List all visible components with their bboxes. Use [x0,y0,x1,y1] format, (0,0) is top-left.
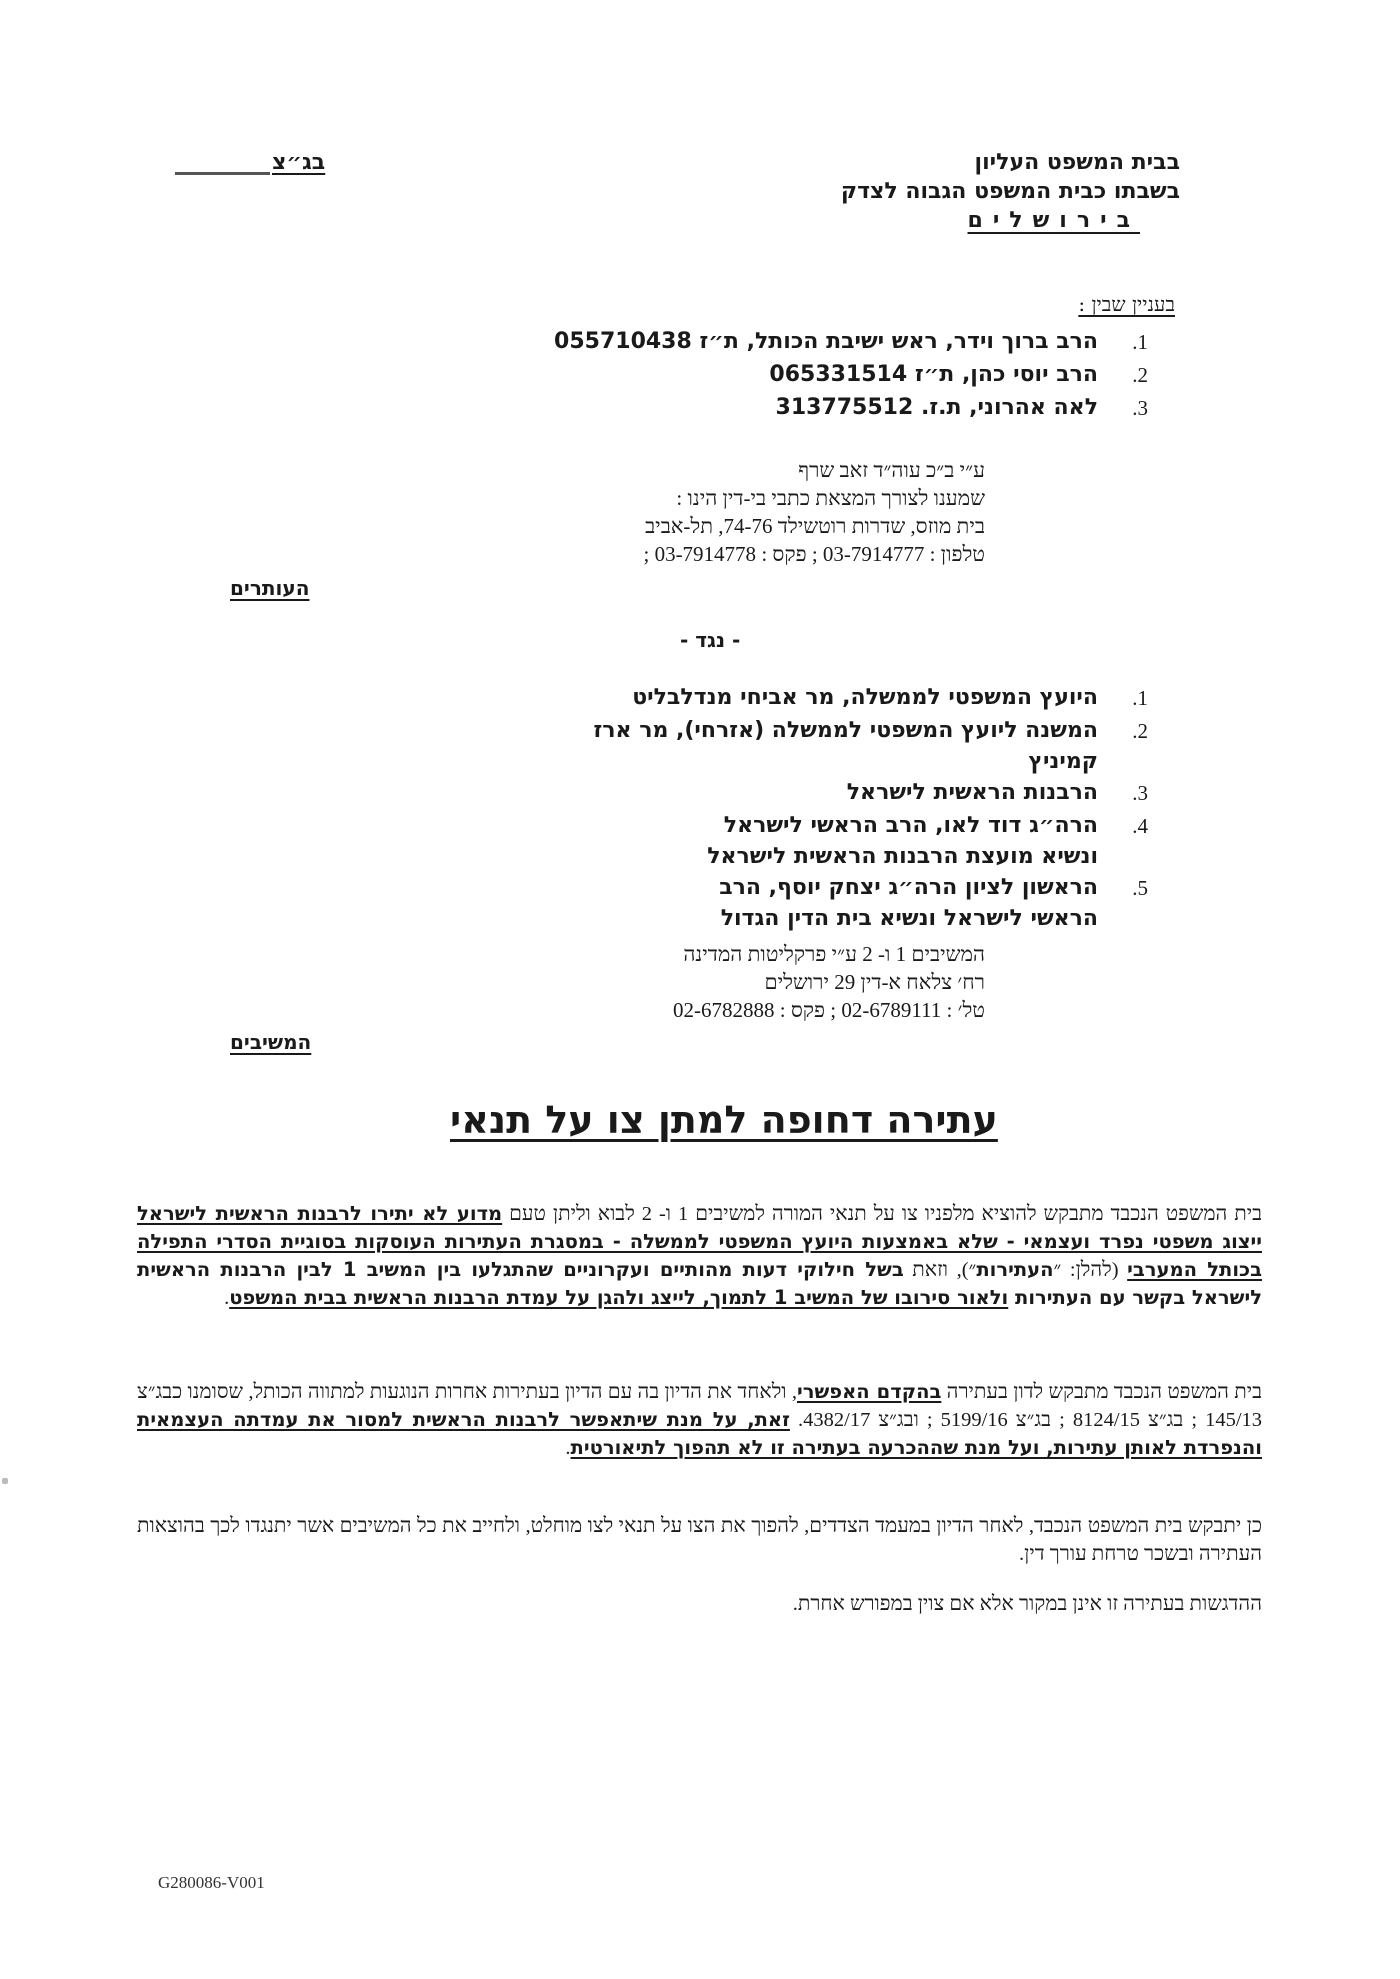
respondent-name: היועץ המשפטי לממשלה, מר אביחי מנדלבליט [632,685,1098,710]
matter-label: בעניין שבין : [1078,292,1175,316]
case-number-field [175,150,325,175]
respondents-list [538,682,1148,934]
p2-emphasis: בהקדם האפשרי [797,1380,942,1403]
item-number: 3. [1132,781,1148,805]
list-item [554,326,1148,359]
p1-emphasis: מדוע לא יתירו לרבנות הראשית לישראל ייצוג משפטי נפרד ועצמאי - שלא באמצעות היועץ המשפטי לממשלה - במסגרת העתירות העוסקות בסוגיית הסדרי התפילה בכותל המערבי [137,1202,1262,1281]
versus-label: - נגד - [680,628,741,652]
list-item [538,682,1148,715]
p2-text: בית המשפט הנכבד מתבקש לדון בעתירה [941,1381,1262,1403]
item-number: 2. [1132,363,1148,387]
counsel-line: ע״י ב״כ עוה״ד זאב שרף [798,458,985,482]
document-title: עתירה דחופה למתן צו על תנאי [450,1098,998,1142]
p1-text: ״), וזאת [903,1259,977,1281]
list-item [538,872,1148,934]
list-item [554,392,1148,425]
respondent-name: הרבנות הראשית לישראל [846,780,1098,805]
p2-emphasis: זאת, על מנת שיתאפשר לרבנות הראשית למסור את עמדתה העצמאית והנפרדת לאותן עתירות, ועל מנת שההכרעה בעתירה זו לא תהפוך לתיאורטית [137,1408,1262,1459]
item-number: 3. [1132,396,1148,420]
respondent-name: הרה״ג דוד לאו, הרב הראשי לישראל ונשיא מועצת הרבנות הראשית לישראל [707,813,1098,869]
court-city: בירושלים [967,208,1140,233]
item-number: 1. [1132,686,1148,710]
list-item [538,810,1148,872]
p1-text: בית המשפט הנכבד מתבקש להוציא מלפניו צו על תנאי המורה למשיבים 1 ו- 2 לבוא וליתן טעם [502,1203,1263,1225]
document-code: G280086-V001 [158,1873,265,1892]
respondents-counsel [673,940,985,1024]
court-line-2: בשבתו כבית המשפט הגבוה לצדק [840,179,1180,204]
list-item [554,359,1148,392]
item-number: 2. [1132,719,1148,743]
petitioner-name: לאה אהרוני, ת.ז. 313775512 [775,395,1098,420]
respondent-name: המשנה ליועץ המשפטי לממשלה (אזרחי), מר ארז קמיניץ [593,718,1098,774]
court-header [841,148,1180,235]
counsel-line: רח׳ צלאח א-דין 29 ירושלים [764,970,985,994]
p1-defined-term: העתירות [976,1258,1054,1281]
respondent-name: הראשון לציון הרה״ג יצחק יוסף, הרב הראשי לישראל ונשיא בית הדין הגדול [719,875,1098,931]
p2-text: . [565,1437,571,1459]
p2-text: , ולאחד את הדיון בה עם הדיון בעתירות אחרות הנוגעות למתווה הכותל, שסומנו כבג״צ 145/13 ; בג״צ 8124/15 ; בג״צ 5199/16 ; ובג״צ 4382/17. [137,1381,1263,1431]
counsel-line: טלפון : 03-7914777 ; פקס : 03-7914778 ; [643,542,985,566]
p1-text: . [224,1287,230,1309]
item-number: 1. [1132,330,1148,354]
list-item [538,777,1148,810]
petitioner-name: הרב יוסי כהן, ת״ז 065331514 [769,362,1098,387]
counsel-line: שמענו לצורך המצאת כתבי בי-דין הינו : [676,486,985,510]
counsel-line: טל׳ : 02-6789111 ; פקס : 02-6782888 [673,998,985,1022]
item-number: 4. [1132,814,1148,838]
counsel-line: המשיבים 1 ו- 2 ע״י פרקליטות המדינה [683,942,985,966]
petitioner-name: הרב ברוך וידר, ראש ישיבת הכותל, ת״ז 055710438 [554,329,1098,354]
scan-artifact [2,1478,8,1484]
paragraph-1 [137,1200,1262,1312]
respondents-role-label: המשיבים [230,1030,312,1054]
list-item [538,715,1148,777]
p1-text: (להלן: ״ [1053,1259,1128,1281]
court-line-1: בבית המשפט העליון [974,150,1180,175]
p1-emphasis: ולאור סירובו של המשיב 1 לתמוך, לייצג ולהגן על עמדת הרבנות הראשית בבית המשפט [229,1286,1009,1309]
case-number-blank [175,172,270,175]
item-number: 5. [1132,876,1148,900]
paragraph-2 [137,1378,1262,1462]
petitioners-list [554,326,1148,425]
counsel-line: בית מוזס, שדרות רוטשילד 74-76, תל-אביב [645,514,985,538]
paragraph-4: ההדגשות בעתירה זו אינן במקור אלא אם צוין במפורש אחרת. [792,1593,1262,1615]
paragraph-3: כן יתבקש בית המשפט הנכבד, לאחר הדיון במעמד הצדדים, להפוך את הצו על תנאי לצו מוחלט, ולחייב את כל המשיבים אשר יתנגדו לכך בהוצאות העתירה ובשכר טרחת עורך דין. [137,1515,1262,1565]
case-label: בג״צ [272,150,326,175]
p1-emphasis: בשל חילוקי דעות מהותיים ועקרוניים שהתגלעו בין המשיב 1 לבין הרבנות הראשית לישראל בקשר עם העתירות [137,1258,1262,1309]
petitioners-role-label: העותרים [230,576,310,600]
petitioners-counsel [643,456,985,568]
